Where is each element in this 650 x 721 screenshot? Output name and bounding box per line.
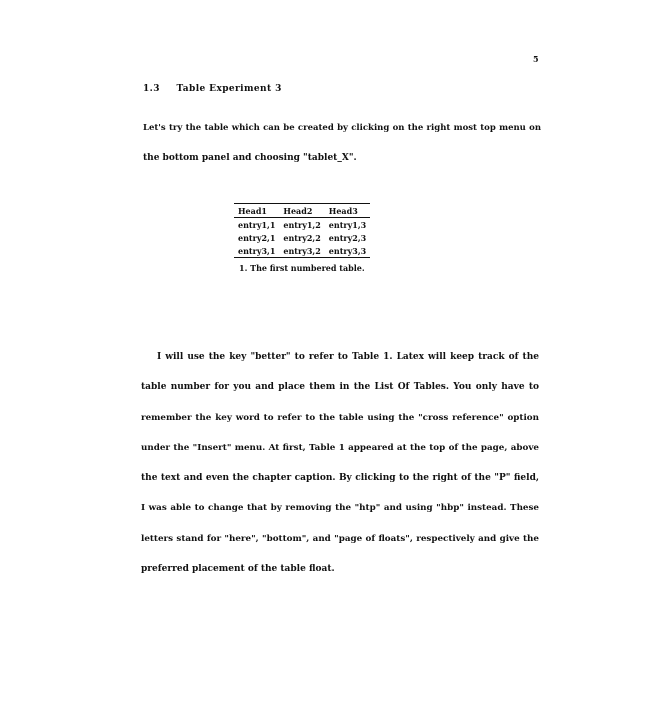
table-row — [234, 218, 370, 232]
body-line: I will use the key "better" to refer to Table 1. Latex will keep track of the — [157, 352, 539, 362]
table-cell: entry2,1 — [238, 232, 276, 243]
table-header-cell: Head1 — [238, 205, 267, 216]
table-row — [234, 244, 370, 258]
table-header-cell: Head3 — [328, 205, 358, 216]
section-title: Table Experiment 3 — [176, 84, 282, 94]
body-paragraph — [141, 342, 539, 584]
table-cell: entry2,3 — [328, 232, 367, 243]
body-line: under the "Insert" menu. At first, Table 1 appeared at the top of the page, above — [141, 442, 539, 453]
body-line: table number for you and place them in the List Of Tables. You only have to — [141, 382, 539, 393]
body-line: I was able to change that by removing the "htp" and using "hbp" instead. These — [141, 503, 539, 514]
section-heading — [143, 84, 282, 94]
table-cell: entry3,3 — [328, 245, 367, 256]
table-cell: entry2,2 — [283, 232, 321, 243]
table-row — [234, 231, 370, 244]
table-header-cell: Head2 — [283, 205, 313, 216]
table-cell: entry3,2 — [283, 245, 321, 256]
table-cell: entry3,1 — [238, 245, 276, 256]
page-number: 5 — [533, 54, 539, 64]
section-number: 1.3 — [143, 84, 160, 94]
body-line: the text and even the chapter caption. By clicking to the right of the "P" field, — [141, 473, 539, 484]
table-header-row — [234, 204, 370, 218]
body-line: letters stand for "here", "bottom", and "page of floats", respectively and give the — [141, 533, 539, 544]
table-cell: entry1,3 — [328, 219, 367, 230]
table-cell: entry1,2 — [283, 219, 321, 230]
data-table — [234, 203, 370, 258]
table-cell: entry1,1 — [238, 219, 276, 230]
intro-paragraph — [143, 113, 541, 173]
intro-line: the bottom panel and choosing "tablet_X". — [143, 153, 357, 163]
table-caption: 1. The first numbered table. — [239, 263, 365, 273]
table-figure — [234, 203, 384, 273]
body-line: preferred placement of the table float. — [141, 564, 335, 575]
body-line: remember the key word to refer to the table using the "cross reference" option — [141, 412, 539, 423]
intro-line: Let's try the table which can be created by clicking on the right most top menu on — [143, 123, 541, 133]
